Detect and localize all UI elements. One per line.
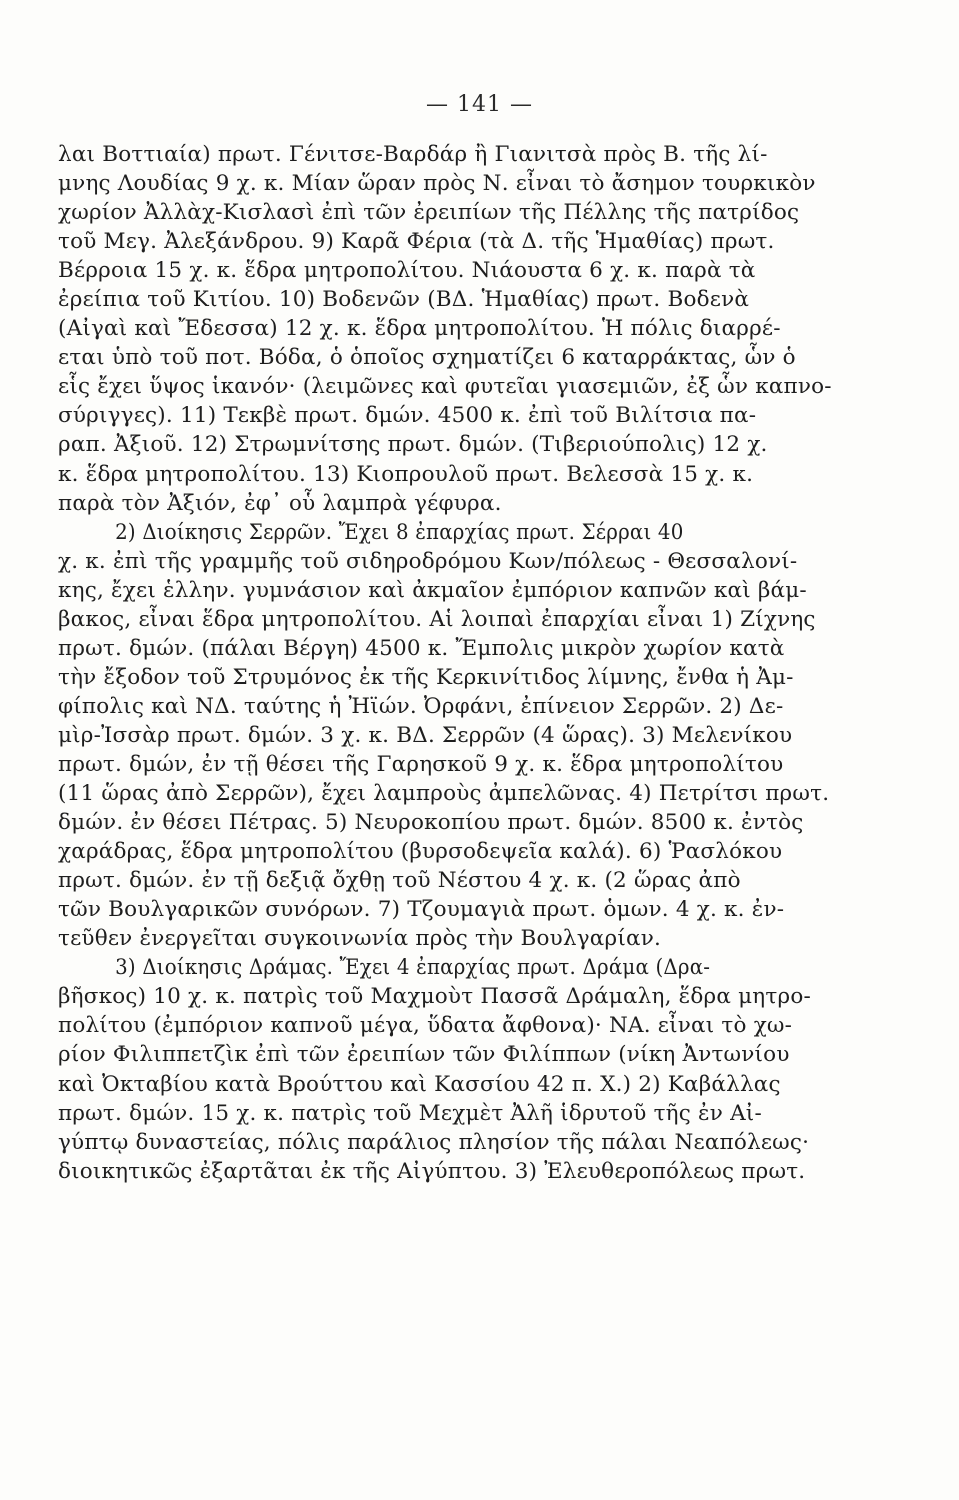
text-line: παρὰ τὸν Ἀξιόν, ἐφ᾽ οὗ λαμπρὰ γέφυρα. [58, 490, 502, 516]
text-line: βακος, εἶναι ἕδρα μητροπολίτου. Αἱ λοιπαὶ ἐπαρχίαι εἶναι 1) Ζίχνης [58, 606, 816, 632]
text-line: Βέρροια 15 χ. κ. ἕδρα μητροπολίτου. Νιάουστα 6 χ. κ. παρὰ τὰ [58, 258, 756, 284]
text-line: κ. ἕδρα μητροπολίτου. 13) Κιοπρουλοῦ πρωτ. Βελεσσὰ 15 χ. κ. [58, 461, 754, 487]
text-line: 3) Διοίκησις Δράμας. Ἔχει 4 ἐπαρχίας πρωτ. Δράμα (Δρα- [115, 955, 711, 981]
text-line: εἷς ἔχει ὕψος ἱκανόν· (λειμῶνες καὶ φυτεῖαι γιασεμιῶν, ἐξ ὧν καπνο- [58, 374, 832, 400]
text-line: σύριγγες). 11) Τεκβὲ πρωτ. δμών. 4500 κ. ἐπὶ τοῦ Βιλίτσια πα- [58, 403, 757, 429]
text-line: πρωτ. δμών, ἐν τῇ θέσει τῆς Γαρησκοῦ 9 χ. κ. ἕδρα μητροπολίτου [58, 751, 784, 777]
body-text [58, 140, 848, 1186]
text-line: πρωτ. δμών. ἐν τῇ δεξιᾷ ὄχθῃ τοῦ Νέστου 4 χ. κ. (2 ὥρας ἀπὸ [58, 868, 741, 894]
text-line: τῶν Βουλγαρικῶν συνόρων. 7) Τζουμαγιὰ πρωτ. ὁμων. 4 χ. κ. ἐν- [58, 897, 785, 923]
page-number: — 141 — [426, 92, 533, 117]
text-line: χωρίον Ἀλλὰχ-Κισλασὶ ἐπὶ τῶν ἐρειπίων τῆς Πέλλης τῆς πατρίδος [58, 200, 800, 226]
text-line: ἐρείπια τοῦ Κιτίου. 10) Βοδενῶν (ΒΔ. Ἡμαθίας) πρωτ. Βοδενὰ [58, 287, 750, 313]
text-line: πρωτ. δμών. (πάλαι Βέργη) 4500 κ. Ἔμπολις μικρὸν χωρίον κατὰ [58, 635, 785, 661]
text-line: εται ὑπὸ τοῦ ποτ. Βόδα, ὁ ὁποῖος σχηματίζει 6 καταρράκτας, ὧν ὁ [58, 345, 796, 371]
text-line: τὴν ἔξοδον τοῦ Στρυμόνος ἐκ τῆς Κερκινίτιδος λίμνης, ἔνθα ἡ Ἀμ- [58, 664, 794, 690]
text-line: τοῦ Μεγ. Ἀλεξάνδρου. 9) Καρᾶ Φέρια (τὰ Δ. τῆς Ἡμαθίας) πρωτ. [58, 229, 775, 255]
text-line: ρίον Φιλιππετζὶκ ἐπὶ τῶν ἐρειπίων τῶν Φιλίππων (νίκη Ἀντωνίου [58, 1042, 790, 1068]
text-line: (Αἰγαὶ καὶ Ἔδεσσα) 12 χ. κ. ἕδρα μητροπολίτου. Ἡ πόλις διαρρέ- [58, 316, 781, 342]
text-line: (11 ὥρας ἀπὸ Σερρῶν), ἔχει λαμπροὺς ἀμπελῶνας. 4) Πετρίτσι πρωτ. [58, 781, 830, 807]
text-line: φίπολις καὶ ΝΔ. ταύτης ἡ Ἠϊών. Ὀρφάνι, ἐπίνειον Σερρῶν. 2) Δε- [58, 693, 784, 719]
text-line: πολίτου (ἐμπόριον καπνοῦ μέγα, ὕδατα ἄφθονα)· ΝΑ. εἶναι τὸ χω- [58, 1013, 793, 1039]
text-line: λαι Βοττιαία) πρωτ. Γένιτσε-Βαρδάρ ἢ Γιανιτσὰ πρὸς Β. τῆς λί- [58, 142, 768, 167]
text-line: ραπ. Ἀξιοῦ. 12) Στρωμνίτσης πρωτ. δμών. (Τιβεριούπολις) 12 χ. [58, 432, 768, 458]
text-line: χ. κ. ἐπὶ τῆς γραμμῆς τοῦ σιδηροδρόμου Κων/πόλεως - Θεσσαλονί- [58, 548, 798, 574]
text-line: δμών. ἐν θέσει Πέτρας. 5) Νευροκοπίου πρωτ. δμών. 8500 κ. ἐντὸς [58, 810, 804, 836]
text-line: γύπτῳ δυναστείας, πόλις παράλιος πλησίον τῆς πάλαι Νεαπόλεως· [58, 1129, 810, 1155]
text-line: πρωτ. δμών. 15 χ. κ. πατρὶς τοῦ Μεχμὲτ Ἀλῆ ἱδρυτοῦ τῆς ἐν Αἰ- [58, 1100, 762, 1126]
text-line: βῆσκος) 10 χ. κ. πατρὶς τοῦ Μαχμοὺτ Πασσᾶ Δράμαλη, ἕδρα μητρο- [58, 984, 811, 1010]
text-line: διοικητικῶς ἐξαρτᾶται ἐκ τῆς Αἰγύπτου. 3) Ἐλευθεροπόλεως πρωτ. [58, 1158, 806, 1184]
text-line: καὶ Ὀκταβίου κατὰ Βρούττου καὶ Κασσίου 42 π. Χ.) 2) Καβάλλας [58, 1071, 781, 1097]
text-line: χαράδρας, ἕδρα μητροπολίτου (βυρσοδεψεῖα καλά). 6) Ῥασλόκου [58, 839, 783, 865]
text-line: μὶρ-Ἰσσὰρ πρωτ. δμών. 3 χ. κ. ΒΔ. Σερρῶν (4 ὥρας). 3) Μελενίκου [58, 722, 793, 748]
text-line: τεῦθεν ἐνεργεῖται συγκοινωνία πρὸς τὴν Βουλγαρίαν. [58, 926, 662, 952]
text-line: μνης Λουδίας 9 χ. κ. Μίαν ὥραν πρὸς Ν. εἶναι τὸ ἄσημον τουρκικὸν [58, 171, 816, 197]
text-line: 2) Διοίκησις Σερρῶν. Ἔχει 8 ἐπαρχίας πρωτ. Σέρραι 40 [115, 519, 684, 545]
text-line: κης, ἔχει ἑλλην. γυμνάσιον καὶ ἀκμαῖον ἐμπόριον καπνῶν καὶ βάμ- [58, 577, 807, 603]
